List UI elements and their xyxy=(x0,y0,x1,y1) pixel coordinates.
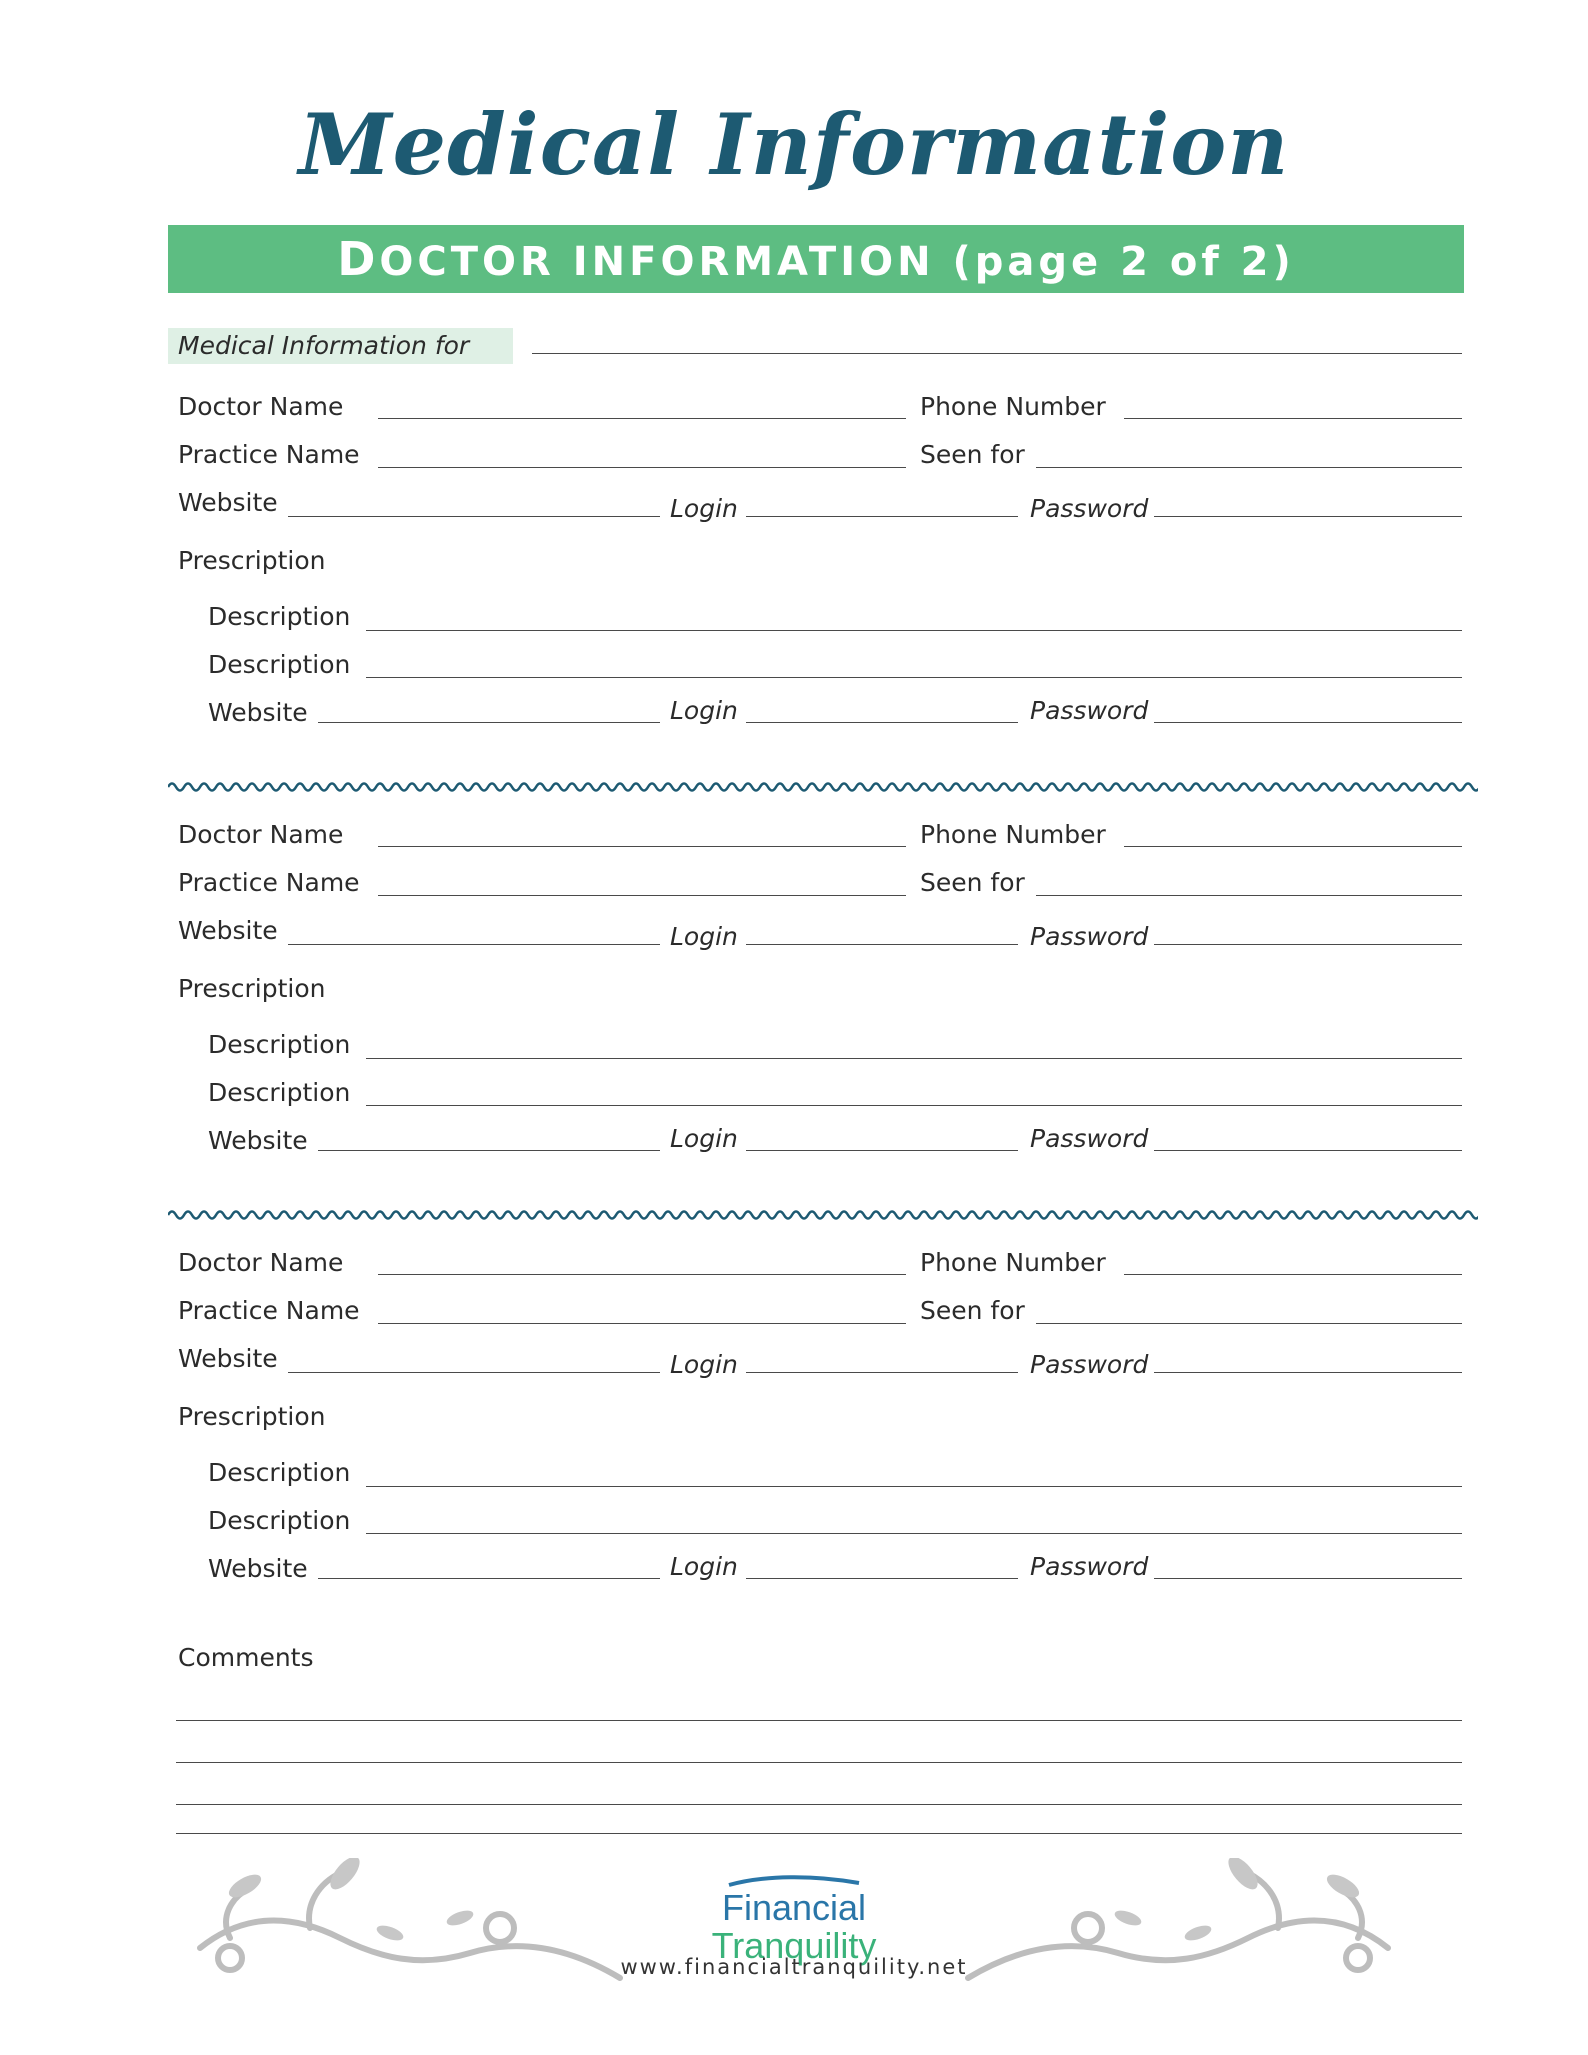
rx-description-label-3b: Description xyxy=(208,1506,351,1535)
rx-description-label-1a: Description xyxy=(208,602,351,631)
banner-page: (page 2 of 2) xyxy=(952,239,1295,285)
wave-divider-1 xyxy=(168,780,1478,794)
website-field-2[interactable] xyxy=(288,944,660,945)
rx-description-field-2a[interactable] xyxy=(366,1058,1462,1059)
rx-password-field-2[interactable] xyxy=(1154,1150,1462,1151)
rx-password-field-1[interactable] xyxy=(1154,722,1462,723)
seen-for-label-2: Seen for xyxy=(920,868,1025,897)
medical-info-for-label: Medical Information for xyxy=(168,328,513,364)
brand-logo xyxy=(0,1875,1588,1965)
seen-for-field-1[interactable] xyxy=(1036,467,1462,468)
password-label-2: Password xyxy=(1030,922,1149,951)
comments-line-1[interactable] xyxy=(176,1720,1462,1721)
login-field-3[interactable] xyxy=(746,1372,1018,1373)
website-field-1[interactable] xyxy=(288,516,660,517)
password-label-3: Password xyxy=(1030,1350,1149,1379)
prescription-label-1: Prescription xyxy=(178,546,326,575)
website-label-3: Website xyxy=(178,1344,278,1373)
website-label-1: Website xyxy=(178,488,278,517)
doctor-name-field-3[interactable] xyxy=(378,1274,906,1275)
practice-name-field-3[interactable] xyxy=(378,1323,906,1324)
rx-website-label-2: Website xyxy=(208,1126,308,1155)
rx-password-field-3[interactable] xyxy=(1154,1578,1462,1579)
practice-name-label-2: Practice Name xyxy=(178,868,360,897)
seen-for-label-3: Seen for xyxy=(920,1296,1025,1325)
phone-number-label-3: Phone Number xyxy=(920,1248,1106,1277)
page-title: Medical Information xyxy=(298,95,1290,194)
doctor-name-field-1[interactable] xyxy=(378,418,906,419)
password-field-1[interactable] xyxy=(1154,516,1462,517)
banner-initial: D xyxy=(337,232,380,286)
doctor-name-field-2[interactable] xyxy=(378,846,906,847)
comments-line-3[interactable] xyxy=(176,1804,1462,1805)
rx-login-label-2: Login xyxy=(670,1124,738,1153)
rx-description-field-3a[interactable] xyxy=(366,1486,1462,1487)
phone-number-field-3[interactable] xyxy=(1124,1274,1462,1275)
rx-description-label-2b: Description xyxy=(208,1078,351,1107)
prescription-label-2: Prescription xyxy=(178,974,326,1003)
brand-url[interactable]: www.financialtranquility.net xyxy=(620,1955,968,1979)
phone-number-label-2: Phone Number xyxy=(920,820,1106,849)
login-label-3: Login xyxy=(670,1350,738,1379)
seen-for-field-2[interactable] xyxy=(1036,895,1462,896)
rx-description-field-3b[interactable] xyxy=(366,1533,1462,1534)
banner-text: OCTOR INFORMATION xyxy=(379,239,935,285)
comments-line-4[interactable] xyxy=(176,1833,1462,1834)
practice-name-field-2[interactable] xyxy=(378,895,906,896)
rx-description-field-2b[interactable] xyxy=(366,1105,1462,1106)
password-field-2[interactable] xyxy=(1154,944,1462,945)
prescription-label-3: Prescription xyxy=(178,1402,326,1431)
rx-password-label-2: Password xyxy=(1030,1124,1149,1153)
rx-password-label-3: Password xyxy=(1030,1552,1149,1581)
rx-website-label-3: Website xyxy=(208,1554,308,1583)
password-field-3[interactable] xyxy=(1154,1372,1462,1373)
doctor-name-label-3: Doctor Name xyxy=(178,1248,344,1277)
rx-login-label-1: Login xyxy=(670,696,738,725)
medical-info-for-field[interactable] xyxy=(532,353,1462,354)
rx-description-label-3a: Description xyxy=(208,1458,351,1487)
website-field-3[interactable] xyxy=(288,1372,660,1373)
rx-login-field-2[interactable] xyxy=(746,1150,1018,1151)
rx-login-field-3[interactable] xyxy=(746,1578,1018,1579)
comments-label: Comments xyxy=(178,1643,314,1672)
rx-password-label-1: Password xyxy=(1030,696,1149,725)
practice-name-label-3: Practice Name xyxy=(178,1296,360,1325)
rx-description-label-2a: Description xyxy=(208,1030,351,1059)
phone-number-field-1[interactable] xyxy=(1124,418,1462,419)
wave-divider-2 xyxy=(168,1208,1478,1222)
login-label-2: Login xyxy=(670,922,738,951)
rx-website-label-1: Website xyxy=(208,698,308,727)
login-field-1[interactable] xyxy=(746,516,1018,517)
website-label-2: Website xyxy=(178,916,278,945)
rx-website-field-1[interactable] xyxy=(318,722,660,723)
rx-login-label-3: Login xyxy=(670,1552,738,1581)
doctor-name-label-2: Doctor Name xyxy=(178,820,344,849)
rx-description-field-1a[interactable] xyxy=(366,630,1462,631)
rx-website-field-2[interactable] xyxy=(318,1150,660,1151)
section-banner xyxy=(168,225,1464,293)
seen-for-field-3[interactable] xyxy=(1036,1323,1462,1324)
phone-number-label-1: Phone Number xyxy=(920,392,1106,421)
rx-login-field-1[interactable] xyxy=(746,722,1018,723)
rx-description-field-1b[interactable] xyxy=(366,677,1462,678)
phone-number-field-2[interactable] xyxy=(1124,846,1462,847)
rx-website-field-3[interactable] xyxy=(318,1578,660,1579)
login-field-2[interactable] xyxy=(746,944,1018,945)
brand-line-1: Financial xyxy=(721,1887,867,1928)
login-label-1: Login xyxy=(670,494,738,523)
password-label-1: Password xyxy=(1030,494,1149,523)
comments-line-2[interactable] xyxy=(176,1762,1462,1763)
practice-name-field-1[interactable] xyxy=(378,467,906,468)
doctor-name-label-1: Doctor Name xyxy=(178,392,344,421)
seen-for-label-1: Seen for xyxy=(920,440,1025,469)
brand-line-2: Tranquility xyxy=(711,1925,877,1966)
rx-description-label-1b: Description xyxy=(208,650,351,679)
practice-name-label-1: Practice Name xyxy=(178,440,360,469)
